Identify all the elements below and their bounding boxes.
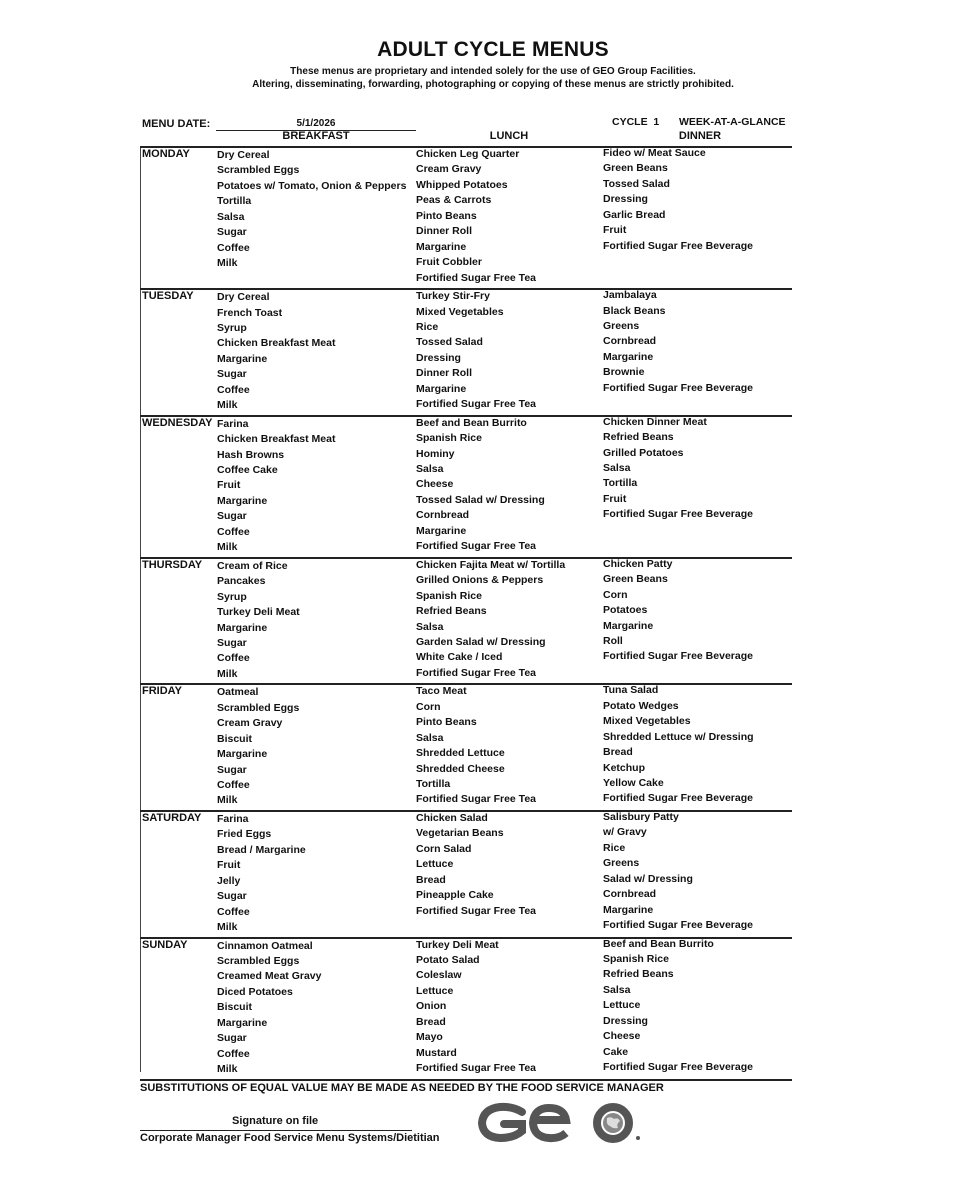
lunch-item: Pinto Beans (416, 209, 477, 222)
breakfast-item: Potatoes w/ Tomato, Onion & Peppers (217, 179, 407, 192)
lunch-item: Refried Beans (416, 605, 487, 618)
dinner-item: w/ Gravy (603, 826, 647, 839)
breakfast-item: Cinnamon Oatmeal (217, 939, 313, 952)
day-label: WEDNESDAY (142, 416, 213, 429)
lunch-item: Cheese (416, 478, 454, 491)
dinner-item: Cornbread (603, 335, 657, 348)
breakfast-item: Coffee (217, 779, 250, 791)
breakfast-item: Sugar (217, 763, 247, 776)
dinner-item: Tossed Salad (603, 177, 670, 190)
manager-title: Corporate Manager Food Service Menu Systems/Dietitian (140, 1132, 440, 1144)
lunch-column-header: LUNCH (489, 130, 529, 142)
breakfast-item: Diced Potatoes (217, 985, 293, 998)
breakfast-item: Milk (217, 399, 238, 412)
lunch-item: Mixed Vegetables (416, 305, 504, 318)
breakfast-item: Farina (217, 812, 249, 825)
dinner-item: Shredded Lettuce w/ Dressing (603, 730, 754, 743)
lunch-item: Margarine (416, 240, 467, 253)
breakfast-item: Salsa (217, 210, 245, 223)
breakfast-item: Sugar (217, 510, 247, 523)
breakfast-item: Cream of Rice (217, 559, 288, 572)
signature-text: Signature on file (232, 1115, 319, 1127)
dinner-item: Tortilla (603, 477, 638, 490)
lunch-item: Grilled Onions & Peppers (416, 574, 544, 587)
dinner-item: Margarine (603, 619, 654, 632)
lunch-item: Corn Salad (416, 842, 472, 855)
lunch-item: Dressing (416, 351, 461, 364)
dinner-item: Cornbread (603, 888, 657, 901)
lunch-item: Dinner Roll (416, 225, 473, 238)
day-label: THURSDAY (142, 558, 203, 571)
breakfast-item: Coffee Cake (217, 464, 278, 476)
breakfast-item: Margarine (217, 621, 268, 634)
dinner-item: Potato Wedges (603, 699, 679, 712)
dinner-item: Refried Beans (603, 431, 674, 444)
lunch-item: Margarine (416, 524, 467, 537)
lunch-item: Fortified Sugar Free Tea (416, 540, 536, 553)
dinner-item: Salsa (603, 983, 631, 996)
breakfast-item: Coffee (217, 525, 250, 538)
lunch-item: Onion (416, 1000, 447, 1013)
lunch-item: Pineapple Cake (416, 889, 494, 902)
dinner-item: Beef and Bean Burrito (603, 937, 714, 950)
lunch-item: Margarine (416, 382, 467, 395)
lunch-item: Fortified Sugar Free Tea (416, 1062, 536, 1075)
dinner-item: Fortified Sugar Free Beverage (603, 792, 753, 805)
dinner-item: Fortified Sugar Free Beverage (603, 508, 753, 521)
lunch-item: Bread (416, 1015, 446, 1028)
lunch-item: Fortified Sugar Free Tea (416, 793, 536, 806)
breakfast-item: Scrambled Eggs (217, 164, 300, 177)
dinner-item: Black Beans (603, 304, 666, 317)
breakfast-item: Sugar (217, 636, 247, 649)
cycle-label: CYCLE 1 (612, 116, 660, 128)
breakfast-item: Sugar (217, 368, 247, 381)
lunch-item: Vegetarian Beans (416, 827, 504, 840)
breakfast-item: Hash Browns (217, 448, 285, 461)
dinner-item: Fruit (603, 224, 627, 237)
breakfast-item: Margarine (217, 1016, 268, 1029)
day-label: SUNDAY (142, 938, 188, 951)
menu-table-left-border (140, 146, 141, 1072)
lunch-item: Pinto Beans (416, 716, 477, 729)
breakfast-item: Margarine (217, 494, 268, 507)
proprietary-notice: These menus are proprietary and intended solely for the use of GEO Group Facilities. (290, 66, 696, 77)
lunch-item: Chicken Salad (416, 811, 488, 824)
breakfast-item: Margarine (217, 748, 268, 761)
breakfast-item: Tortilla (217, 195, 252, 208)
dinner-item: Mixed Vegetables (603, 715, 691, 728)
lunch-item: Cream Gravy (416, 163, 482, 176)
lunch-item: Bread (416, 873, 446, 886)
breakfast-item: Milk (217, 257, 238, 270)
dinner-item: Tuna Salad (603, 684, 659, 697)
dinner-item: Fortified Sugar Free Beverage (603, 1061, 753, 1074)
lunch-item: Peas & Carrots (416, 194, 492, 207)
dinner-item: Potatoes (603, 604, 648, 617)
dinner-item: Garlic Bread (603, 208, 666, 221)
dinner-item: Salsa (603, 462, 631, 474)
breakfast-item: Milk (217, 1063, 238, 1076)
breakfast-item: Coffee (217, 652, 250, 665)
dinner-item: Fortified Sugar Free Beverage (603, 919, 753, 932)
day-label: FRIDAY (142, 685, 182, 698)
dinner-item: Chicken Dinner Meat (603, 415, 707, 428)
copy-prohibition-notice: Altering, disseminating, forwarding, photographing or copying of these menus are strictly prohibited. (252, 79, 734, 90)
dinner-item: Spanish Rice (603, 952, 669, 965)
dinner-item: Bread (603, 746, 633, 759)
lunch-item: Spanish Rice (416, 432, 482, 445)
dinner-item: Dressing (603, 193, 648, 206)
breakfast-item: Chicken Breakfast Meat (217, 433, 336, 446)
page-title: ADULT CYCLE MENUS (377, 38, 609, 61)
breakfast-item: Sugar (217, 226, 247, 239)
breakfast-item: Fruit (217, 479, 241, 492)
breakfast-item: Biscuit (217, 732, 253, 745)
lunch-item: Tortilla (416, 778, 451, 790)
dinner-column-header: DINNER (678, 130, 722, 142)
lunch-item: Mayo (416, 1031, 443, 1044)
breakfast-item: Milk (217, 667, 238, 680)
lunch-item: Corn (416, 700, 441, 713)
lunch-item: Lettuce (416, 858, 454, 871)
breakfast-item: Milk (217, 921, 238, 934)
dinner-item: Cake (603, 1045, 629, 1058)
dinner-item: Margarine (603, 903, 654, 916)
breakfast-item: Milk (217, 794, 238, 807)
dinner-item: Greens (603, 857, 640, 870)
menu-date-value: 5/1/2026 (216, 118, 416, 131)
lunch-item: White Cake / Iced (416, 651, 503, 664)
lunch-item: Cornbread (416, 509, 470, 522)
breakfast-item: Creamed Meat Gravy (217, 970, 322, 983)
lunch-item: Whipped Potatoes (416, 178, 508, 191)
signature-line (140, 1130, 412, 1131)
breakfast-item: Syrup (217, 321, 247, 334)
dinner-item: Green Beans (603, 162, 668, 175)
lunch-item: Shredded Cheese (416, 762, 505, 775)
breakfast-item: Fruit (217, 859, 241, 872)
breakfast-item: Sugar (217, 1032, 247, 1045)
lunch-item: Potato Salad (416, 953, 480, 966)
breakfast-item: Scrambled Eggs (217, 701, 300, 714)
day-label: TUESDAY (142, 290, 194, 303)
breakfast-item: Chicken Breakfast Meat (217, 337, 336, 350)
dinner-item: Fruit (603, 492, 627, 505)
dinner-item: Greens (603, 319, 640, 332)
breakfast-item: Cream Gravy (217, 717, 283, 730)
lunch-item: Dinner Roll (416, 367, 473, 380)
lunch-item: Fortified Sugar Free Tea (416, 904, 536, 917)
dinner-item: Yellow Cake (603, 777, 664, 789)
dinner-item: Jambalaya (603, 289, 657, 302)
breakfast-item: Sugar (217, 890, 247, 903)
breakfast-item: Syrup (217, 590, 247, 603)
lunch-item: Rice (416, 320, 439, 333)
dinner-item: Dressing (603, 1014, 648, 1027)
lunch-item: Garden Salad w/ Dressing (416, 635, 546, 648)
dinner-item: Green Beans (603, 573, 668, 586)
dinner-item: Margarine (603, 350, 654, 363)
breakfast-item: Fried Eggs (217, 828, 272, 841)
breakfast-item: Scrambled Eggs (217, 954, 300, 967)
dinner-item: Salisbury Patty (603, 810, 679, 823)
lunch-item: Salsa (416, 463, 444, 475)
lunch-item: Chicken Leg Quarter (416, 148, 520, 160)
lunch-item: Spanish Rice (416, 589, 482, 602)
dinner-item: Grilled Potatoes (603, 446, 684, 459)
breakfast-item: Biscuit (217, 1001, 253, 1014)
lunch-item: Mustard (416, 1046, 457, 1059)
breakfast-item: Jelly (217, 874, 241, 887)
lunch-item: Salsa (416, 731, 444, 744)
lunch-item: Coleslaw (416, 969, 462, 982)
dinner-item: Lettuce (603, 999, 641, 1012)
breakfast-item: Coffee (217, 905, 250, 918)
lunch-item: Fortified Sugar Free Tea (416, 271, 536, 284)
lunch-item: Salsa (416, 620, 444, 633)
lunch-item: Chicken Fajita Meat w/ Tortilla (416, 558, 566, 571)
lunch-item: Fruit Cobbler (416, 256, 482, 269)
dinner-item: Fortified Sugar Free Beverage (603, 650, 753, 663)
breakfast-item: Dry Cereal (217, 149, 270, 161)
breakfast-item: French Toast (217, 306, 283, 319)
lunch-item: Hominy (416, 447, 455, 460)
lunch-item: Turkey Deli Meat (416, 938, 499, 951)
dinner-item: Salad w/ Dressing (603, 872, 693, 885)
lunch-item: Fortified Sugar Free Tea (416, 398, 536, 411)
lunch-item: Beef and Bean Burrito (416, 416, 527, 429)
dinner-item: Ketchup (603, 761, 645, 774)
lunch-item: Lettuce (416, 984, 454, 997)
dinner-item: Roll (603, 634, 623, 647)
lunch-item: Tossed Salad (416, 336, 483, 349)
breakfast-item: Coffee (217, 383, 250, 396)
breakfast-item: Margarine (217, 352, 268, 365)
menu-date-label: MENU DATE: (142, 118, 211, 130)
day-label: SATURDAY (142, 811, 202, 824)
day-label: MONDAY (142, 148, 190, 160)
dinner-item: Brownie (603, 366, 645, 379)
dinner-item: Cheese (603, 1030, 641, 1043)
lunch-item: Taco Meat (416, 685, 467, 698)
lunch-item: Shredded Lettuce (416, 747, 505, 760)
dinner-item: Refried Beans (603, 968, 674, 981)
dinner-item: Chicken Patty (603, 557, 673, 570)
dinner-item: Fortified Sugar Free Beverage (603, 381, 753, 394)
dinner-item: Fortified Sugar Free Beverage (603, 239, 753, 252)
table-bottom-rule (140, 1079, 792, 1081)
week-at-a-glance-label: WEEK-AT-A-GLANCE (679, 116, 786, 128)
breakfast-column-header: BREAKFAST (282, 130, 350, 142)
geo-logo (474, 1100, 664, 1145)
substitutions-notice: SUBSTITUTIONS OF EQUAL VALUE MAY BE MADE AS NEEDED BY THE FOOD SERVICE MANAGER (140, 1082, 664, 1094)
breakfast-item: Dry Cereal (217, 291, 270, 304)
dinner-item: Corn (603, 588, 628, 601)
breakfast-item: Milk (217, 541, 238, 554)
breakfast-item: Oatmeal (217, 686, 259, 699)
breakfast-item: Coffee (217, 1047, 250, 1060)
lunch-item: Turkey Stir-Fry (416, 290, 490, 303)
breakfast-item: Turkey Deli Meat (217, 606, 300, 619)
lunch-item: Tossed Salad w/ Dressing (416, 493, 545, 506)
breakfast-item: Coffee (217, 241, 250, 254)
breakfast-item: Pancakes (217, 575, 266, 588)
lunch-item: Fortified Sugar Free Tea (416, 666, 536, 679)
dinner-item: Rice (603, 841, 626, 854)
dinner-item: Fideo w/ Meat Sauce (603, 147, 706, 159)
breakfast-item: Bread / Margarine (217, 843, 306, 856)
breakfast-item: Farina (217, 417, 249, 430)
